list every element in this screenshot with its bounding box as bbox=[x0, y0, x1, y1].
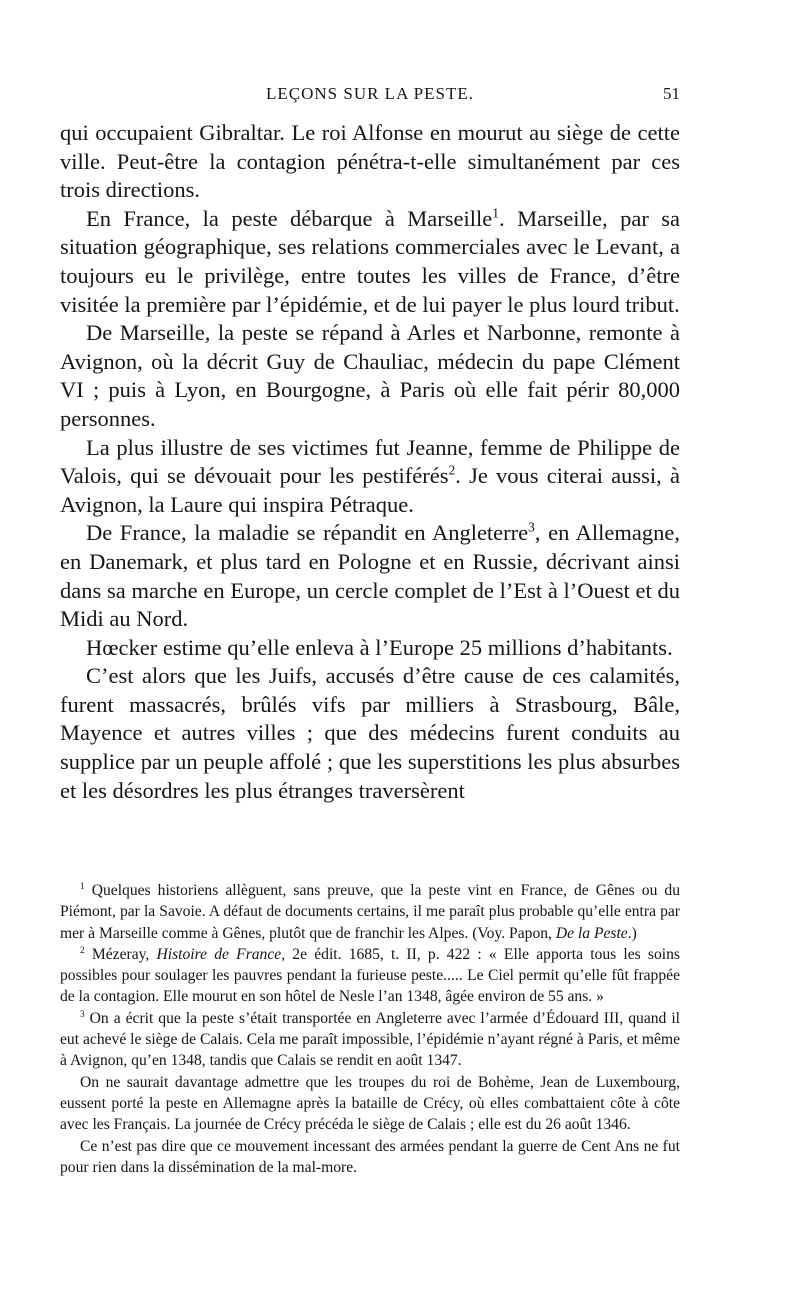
paragraph-2 bbox=[60, 205, 680, 319]
paragraph-5-text-b: , en Allemagne, en Danemark, et plus tard en Pologne et en Russie, décrivant ainsi dans sa marche en Europe, un cercle complet de l’Est à l’Ouest et du Midi au Nord. bbox=[60, 520, 680, 632]
paragraph-4-text-b: . Je vous citerai aussi, à Avignon, la Laure qui inspira Pétraque. bbox=[60, 463, 680, 517]
paragraph-4-text-a: La plus illustre de ses victimes fut Jeanne, femme de Philippe de Valois, qui se dévouait pour les pestiférés bbox=[60, 434, 680, 489]
paragraph-2-text-a: En France, la peste débarque à Marseille bbox=[86, 205, 493, 231]
main-text bbox=[60, 119, 680, 805]
running-title: LEÇONS SUR LA PESTE. bbox=[266, 84, 474, 103]
paragraph-2-text-b: . Marseille, par sa situation géographique, ses relations commerciales avec le Levant, a toujours eu le privilège, entre toutes les villes de France, d’être visitée la première par l’épidémie, et de lui payer le plus lourd tribut. bbox=[60, 205, 680, 317]
footnote-3 bbox=[60, 1008, 680, 1072]
page-number: 51 bbox=[663, 84, 680, 103]
footnote-1-mark: 1 bbox=[80, 881, 85, 892]
paragraph-5 bbox=[60, 519, 680, 633]
footnote-2-mark: 2 bbox=[80, 945, 85, 956]
footnote-1 bbox=[60, 880, 680, 944]
footnote-1-text-b: .) bbox=[627, 924, 637, 942]
footnote-2 bbox=[60, 944, 680, 1008]
footnote-ref-1: 1 bbox=[492, 205, 500, 221]
footnote-1-work-title: De la Peste bbox=[555, 924, 628, 942]
footnote-3-mark: 3 bbox=[80, 1009, 85, 1020]
paragraph-3: De Marseille, la peste se répand à Arles et Narbonne, remonte à Avignon, où la décrit Guy de Chauliac, médecin du pape Clément VI ; puis à Lyon, en Bourgogne, à Paris où elle fait périr 80,000 personnes. bbox=[60, 320, 680, 431]
paragraph-5-text-a: De France, la maladie se répandit en Angleterre bbox=[86, 520, 529, 546]
footnote-2-text-a: Mézeray, bbox=[84, 945, 157, 963]
footnote-3-continuation-1: On ne saurait davantage admettre que les troupes du roi de Bohème, Jean de Luxembourg, eussent porté la peste en Allemagne après la bataille de Crécy, où elles combattaient côte à côte avec les Français. La journée de Crécy précéda le siège de Calais ; elle est du 26 août 1346. bbox=[60, 1073, 680, 1134]
page-header bbox=[60, 84, 680, 110]
footnote-3-continuation-2: Ce n’est pas dire que ce mouvement incessant des armées pendant la guerre de Cent Ans ne fut pour rien dans la dissémination de la mal-more. bbox=[60, 1137, 680, 1176]
paragraph-6: Hœcker estime qu’elle enleva à l’Europe 25 millions d’habitants. bbox=[86, 634, 673, 660]
footnotes bbox=[60, 880, 680, 1178]
footnote-ref-2: 2 bbox=[448, 462, 456, 478]
footnote-2-work-title: Histoire de France bbox=[156, 945, 282, 963]
paragraph-7: C’est alors que les Juifs, accusés d’être cause de ces calamités, furent massacrés, brûlés vifs par milliers à Strasbourg, Bâle, Mayence et autres villes ; que des médecins furent conduits au supplice par un peuple affolé ; que les superstitions les plus absurbes et les désordres les plus étranges traversèrent bbox=[60, 663, 680, 803]
paragraph-1: qui occupaient Gibraltar. Le roi Alfonse en mourut au siège de cette ville. Peut-être la contagion pénétra-t-elle simultanément par ces trois directions. bbox=[60, 120, 680, 203]
footnote-3-text: On a écrit que la peste s’était transportée en Angleterre avec l’armée d’Édouard III, quand il eut achevé le siège de Calais. Cela me paraît impossible, l’épidémie n’ayant régné à Paris, et même à Avignon, qu’en 1348, tandis que Calais se rendit en août 1347. bbox=[60, 1009, 680, 1070]
footnote-ref-3: 3 bbox=[528, 519, 535, 535]
footnote-2-text-b: , 2e édit. 1685, t. II, p. 422 : « Elle apporta tous les soins possibles pour soulager les pauvres pendant la furieuse peste..... Le Ciel permit qu’elle fût frappée de la contagion. Elle mourut en son hôtel de Nesle l’an 1348, âgée environ de 55 ans. » bbox=[60, 945, 680, 1006]
paragraph-4 bbox=[60, 434, 680, 520]
footnote-1-text-a: Quelques historiens allèguent, sans preuve, que la peste vint en France, de Gênes ou du Piémont, par la Savoie. A défaut de documents certains, il me paraît plus probable qu’elle entra par mer à Marseille comme à Gênes, plutôt que de franchir les Alpes. (Voy. Papon, bbox=[60, 882, 680, 942]
